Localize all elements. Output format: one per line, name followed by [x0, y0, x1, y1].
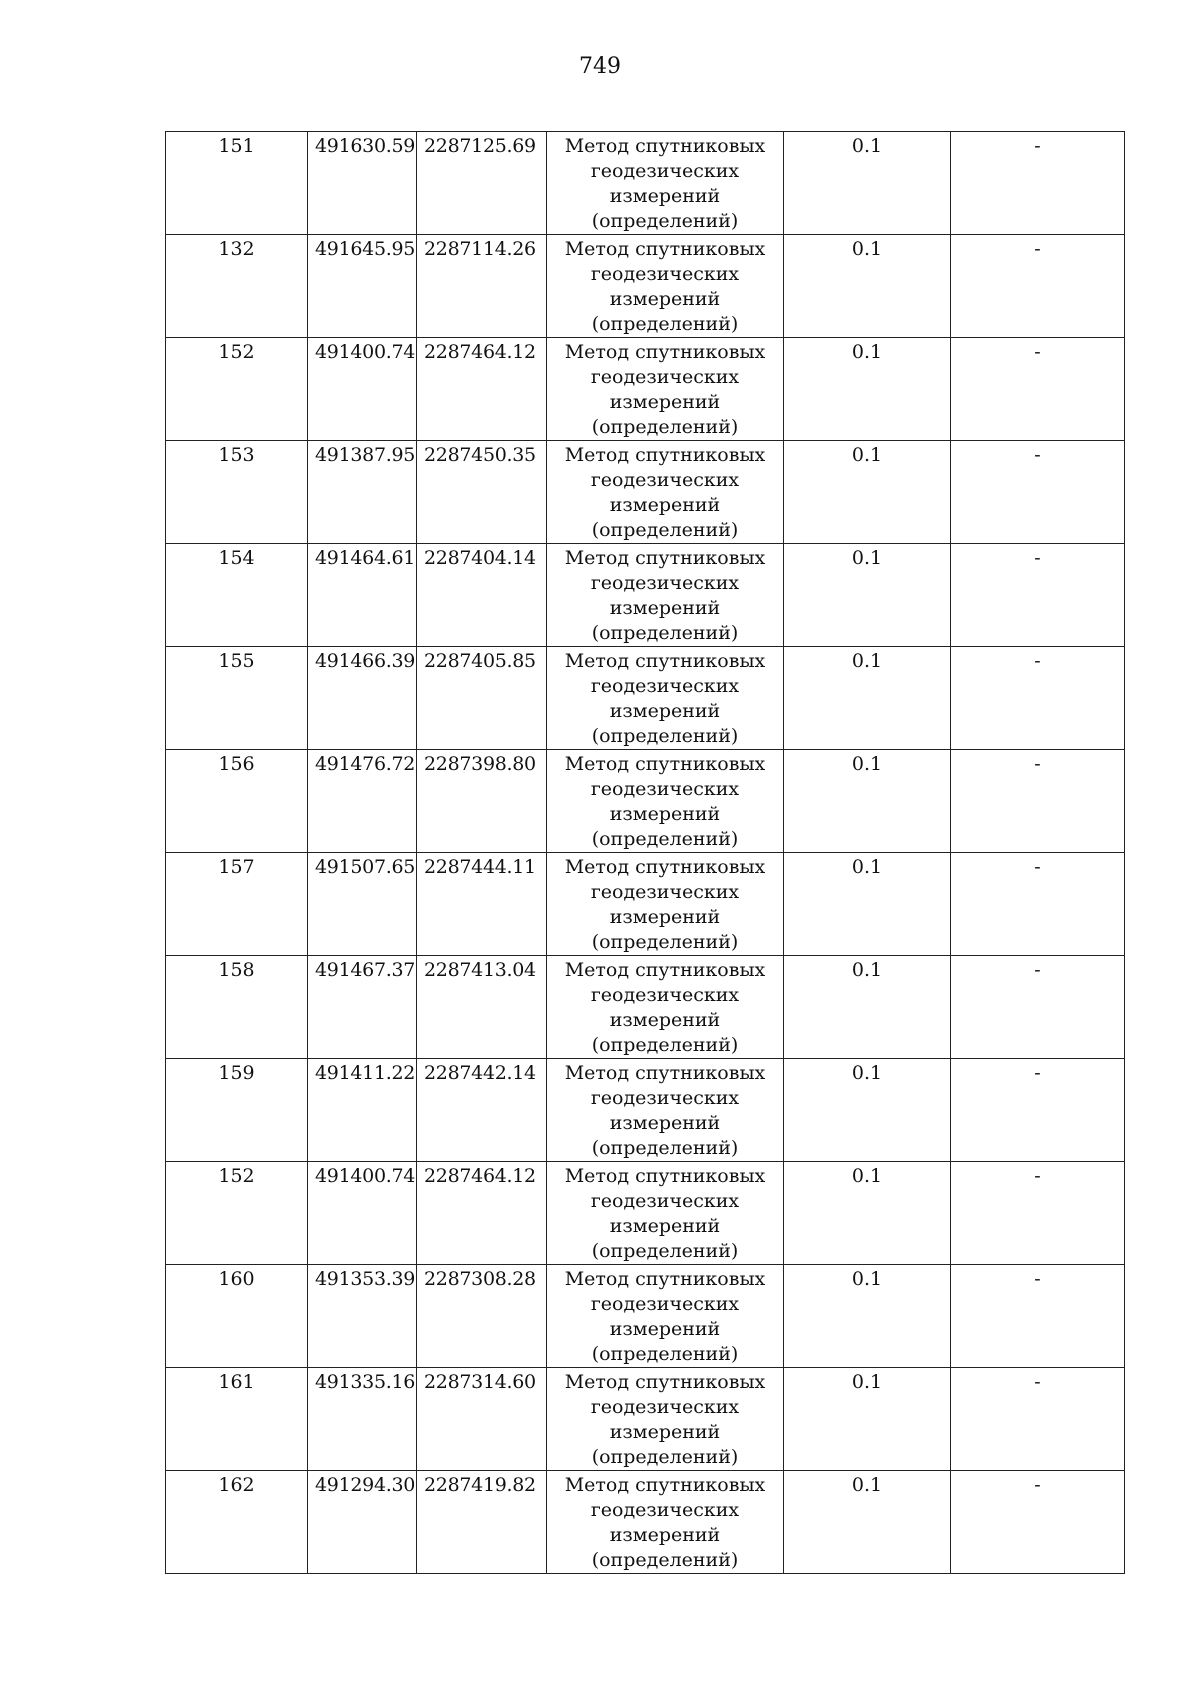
x-coordinate-cell: 491387.95	[308, 441, 417, 544]
method-text-line: геодезических	[590, 469, 740, 491]
method-text-line: геодезических	[590, 675, 740, 697]
table-row	[166, 1471, 1125, 1574]
method-text-line: геодезических	[590, 984, 740, 1006]
accuracy-cell: 0.1	[784, 956, 951, 1059]
point-number-cell: 155	[166, 647, 308, 750]
method-text-line: геодезических	[590, 1293, 740, 1315]
method-text-line: Метод спутниковых	[564, 959, 766, 981]
method-cell	[547, 853, 784, 956]
accuracy-cell: 0.1	[784, 647, 951, 750]
table-row	[166, 235, 1125, 338]
method-text-line: Метод спутниковых	[564, 1268, 766, 1290]
method-cell	[547, 1162, 784, 1265]
table-row	[166, 1265, 1125, 1368]
note-cell: -	[951, 853, 1125, 956]
method-text-line: геодезических	[590, 778, 740, 800]
y-coordinate-cell: 2287413.04	[417, 956, 547, 1059]
note-cell: -	[951, 1265, 1125, 1368]
note-cell: -	[951, 1471, 1125, 1574]
method-text-line: (определений)	[591, 1137, 739, 1159]
method-text-line: Метод спутниковых	[564, 341, 766, 363]
method-text-line: Метод спутниковых	[564, 135, 766, 157]
table-row	[166, 544, 1125, 647]
method-text-line: Метод спутниковых	[564, 1062, 766, 1084]
point-number-cell: 156	[166, 750, 308, 853]
x-coordinate-cell: 491411.22	[308, 1059, 417, 1162]
point-number-cell: 157	[166, 853, 308, 956]
table-row	[166, 132, 1125, 235]
method-text-line: измерений	[609, 1112, 721, 1134]
method-text-line: Метод спутниковых	[564, 856, 766, 878]
method-text-line: измерений	[609, 1215, 721, 1237]
note-cell: -	[951, 1162, 1125, 1265]
method-text-line: измерений	[609, 1318, 721, 1340]
accuracy-cell: 0.1	[784, 132, 951, 235]
note-cell: -	[951, 647, 1125, 750]
x-coordinate-cell: 491294.30	[308, 1471, 417, 1574]
y-coordinate-cell: 2287464.12	[417, 1162, 547, 1265]
table-row	[166, 647, 1125, 750]
table-row	[166, 338, 1125, 441]
x-coordinate-cell: 491466.39	[308, 647, 417, 750]
method-text-line: (определений)	[591, 416, 739, 438]
x-coordinate-cell: 491400.74	[308, 338, 417, 441]
table-row	[166, 1059, 1125, 1162]
method-text-line: геодезических	[590, 1396, 740, 1418]
method-text-line: (определений)	[591, 210, 739, 232]
method-text-line: Метод спутниковых	[564, 650, 766, 672]
method-text-line: геодезических	[590, 1499, 740, 1521]
accuracy-cell: 0.1	[784, 1265, 951, 1368]
note-cell: -	[951, 441, 1125, 544]
method-cell	[547, 544, 784, 647]
method-text-line: (определений)	[591, 519, 739, 541]
method-text-line: Метод спутниковых	[564, 1165, 766, 1187]
method-cell	[547, 132, 784, 235]
method-text-line: (определений)	[591, 313, 739, 335]
method-text-line: (определений)	[591, 931, 739, 953]
accuracy-cell: 0.1	[784, 750, 951, 853]
method-text-line: (определений)	[591, 828, 739, 850]
table-row	[166, 1162, 1125, 1265]
method-text-line: измерений	[609, 597, 721, 619]
point-number-cell: 159	[166, 1059, 308, 1162]
method-text-line: измерений	[609, 288, 721, 310]
y-coordinate-cell: 2287398.80	[417, 750, 547, 853]
note-cell: -	[951, 956, 1125, 1059]
table-row	[166, 750, 1125, 853]
method-text-line: геодезических	[590, 1190, 740, 1212]
table-row	[166, 1368, 1125, 1471]
y-coordinate-cell: 2287308.28	[417, 1265, 547, 1368]
point-number-cell: 153	[166, 441, 308, 544]
y-coordinate-cell: 2287404.14	[417, 544, 547, 647]
method-text-line: Метод спутниковых	[564, 238, 766, 260]
method-text-line: измерений	[609, 700, 721, 722]
method-text-line: Метод спутниковых	[564, 753, 766, 775]
y-coordinate-cell: 2287314.60	[417, 1368, 547, 1471]
method-cell	[547, 1265, 784, 1368]
method-text-line: (определений)	[591, 1446, 739, 1468]
x-coordinate-cell: 491464.61	[308, 544, 417, 647]
note-cell: -	[951, 544, 1125, 647]
method-text-line: (определений)	[591, 1240, 739, 1262]
accuracy-cell: 0.1	[784, 441, 951, 544]
method-text-line: геодезических	[590, 263, 740, 285]
point-number-cell: 132	[166, 235, 308, 338]
note-cell: -	[951, 338, 1125, 441]
x-coordinate-cell: 491476.72	[308, 750, 417, 853]
method-text-line: Метод спутниковых	[564, 1474, 766, 1496]
note-cell: -	[951, 132, 1125, 235]
point-number-cell: 154	[166, 544, 308, 647]
method-text-line: геодезических	[590, 160, 740, 182]
accuracy-cell: 0.1	[784, 853, 951, 956]
method-text-line: Метод спутниковых	[564, 547, 766, 569]
note-cell: -	[951, 235, 1125, 338]
method-text-line: измерений	[609, 391, 721, 413]
note-cell: -	[951, 1059, 1125, 1162]
point-number-cell: 152	[166, 1162, 308, 1265]
y-coordinate-cell: 2287114.26	[417, 235, 547, 338]
method-text-line: Метод спутниковых	[564, 444, 766, 466]
method-cell	[547, 1368, 784, 1471]
method-text-line: (определений)	[591, 622, 739, 644]
table-row	[166, 956, 1125, 1059]
method-text-line: геодезических	[590, 572, 740, 594]
method-text-line: геодезических	[590, 1087, 740, 1109]
method-cell	[547, 235, 784, 338]
method-cell	[547, 338, 784, 441]
table-row	[166, 853, 1125, 956]
page-number: 749	[579, 54, 621, 79]
method-cell	[547, 647, 784, 750]
method-text-line: геодезических	[590, 366, 740, 388]
accuracy-cell: 0.1	[784, 544, 951, 647]
accuracy-cell: 0.1	[784, 235, 951, 338]
note-cell: -	[951, 750, 1125, 853]
method-text-line: измерений	[609, 1009, 721, 1031]
coordinates-table-body	[166, 132, 1125, 1574]
y-coordinate-cell: 2287464.12	[417, 338, 547, 441]
note-cell: -	[951, 1368, 1125, 1471]
method-cell	[547, 956, 784, 1059]
accuracy-cell: 0.1	[784, 1162, 951, 1265]
x-coordinate-cell: 491645.95	[308, 235, 417, 338]
accuracy-cell: 0.1	[784, 1368, 951, 1471]
method-text-line: (определений)	[591, 1343, 739, 1365]
method-text-line: (определений)	[591, 1034, 739, 1056]
accuracy-cell: 0.1	[784, 1471, 951, 1574]
accuracy-cell: 0.1	[784, 1059, 951, 1162]
method-cell	[547, 441, 784, 544]
point-number-cell: 151	[166, 132, 308, 235]
x-coordinate-cell: 491630.59	[308, 132, 417, 235]
method-text-line: (определений)	[591, 1549, 739, 1571]
method-text-line: измерений	[609, 803, 721, 825]
method-cell	[547, 1471, 784, 1574]
y-coordinate-cell: 2287444.11	[417, 853, 547, 956]
accuracy-cell: 0.1	[784, 338, 951, 441]
x-coordinate-cell: 491335.16	[308, 1368, 417, 1471]
method-text-line: измерений	[609, 494, 721, 516]
method-text-line: измерений	[609, 1421, 721, 1443]
y-coordinate-cell: 2287442.14	[417, 1059, 547, 1162]
method-text-line: Метод спутниковых	[564, 1371, 766, 1393]
method-text-line: измерений	[609, 906, 721, 928]
point-number-cell: 162	[166, 1471, 308, 1574]
y-coordinate-cell: 2287405.85	[417, 647, 547, 750]
method-text-line: геодезических	[590, 881, 740, 903]
y-coordinate-cell: 2287125.69	[417, 132, 547, 235]
point-number-cell: 158	[166, 956, 308, 1059]
y-coordinate-cell: 2287419.82	[417, 1471, 547, 1574]
method-text-line: измерений	[609, 185, 721, 207]
x-coordinate-cell: 491507.65	[308, 853, 417, 956]
method-text-line: измерений	[609, 1524, 721, 1546]
coordinates-table	[165, 131, 1125, 1574]
table-row	[166, 441, 1125, 544]
x-coordinate-cell: 491353.39	[308, 1265, 417, 1368]
point-number-cell: 152	[166, 338, 308, 441]
y-coordinate-cell: 2287450.35	[417, 441, 547, 544]
method-cell	[547, 1059, 784, 1162]
x-coordinate-cell: 491467.37	[308, 956, 417, 1059]
method-text-line: (определений)	[591, 725, 739, 747]
point-number-cell: 161	[166, 1368, 308, 1471]
method-cell	[547, 750, 784, 853]
x-coordinate-cell: 491400.74	[308, 1162, 417, 1265]
point-number-cell: 160	[166, 1265, 308, 1368]
